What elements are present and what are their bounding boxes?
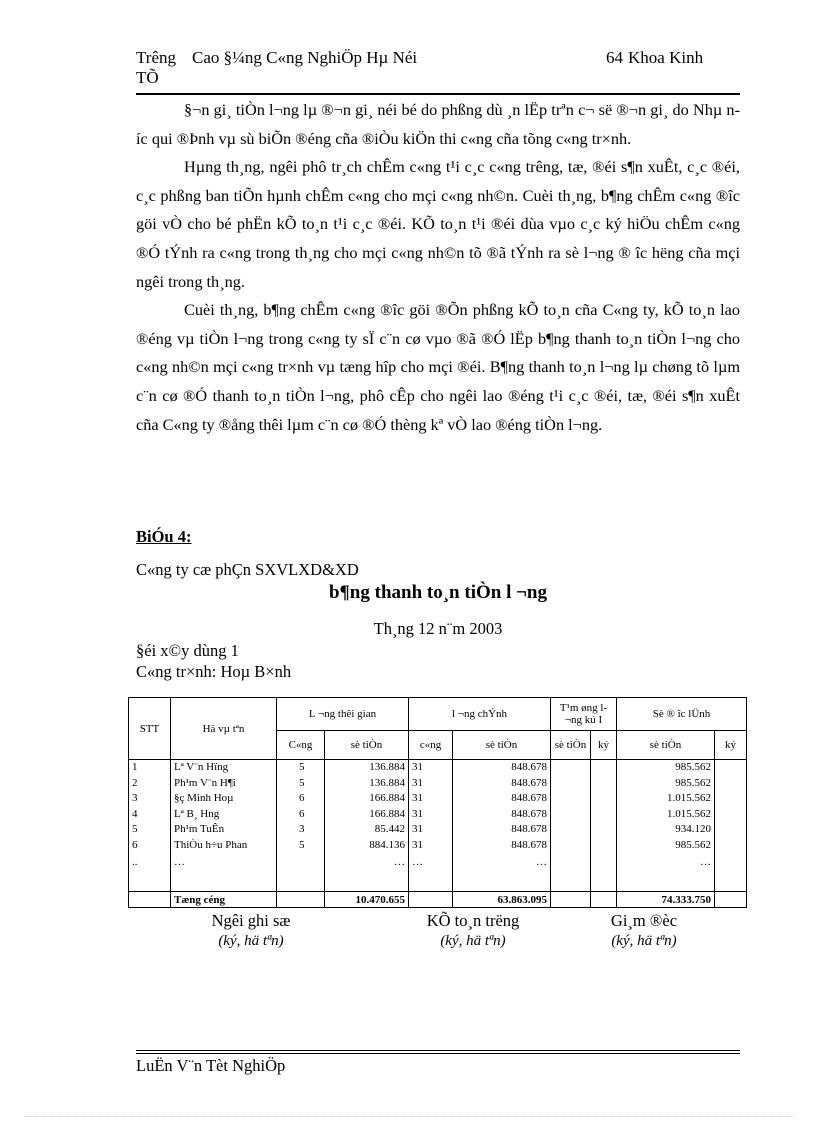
cell-tw-days <box>277 853 325 872</box>
page-footer: LuËn V¨n Tèt NghiÖp <box>136 1056 286 1075</box>
cell-mw-days: 31 <box>409 807 453 823</box>
col-received: Sè ® îc lÜnh <box>617 698 747 731</box>
cell-stt: 5 <box>129 822 171 838</box>
cell-mw-amount: 848.678 <box>453 807 551 823</box>
cell-mw-days: 31 <box>409 776 453 792</box>
cell-adv-sign <box>591 838 617 854</box>
header-faculty: Khoa Kinh <box>628 48 704 67</box>
cell-sign <box>715 776 747 792</box>
col-workdays: C«ng <box>277 731 325 760</box>
header-left: Trêng TÕ <box>136 48 176 87</box>
cell-stt: 6 <box>129 838 171 854</box>
cell-mw-amount: 848.678 <box>453 838 551 854</box>
col-amount: sè tiÒn <box>325 731 409 760</box>
cell-tw-days: 5 <box>277 760 325 776</box>
cell-adv-sign <box>591 822 617 838</box>
period: Th¸ng 12 n¨m 2003 <box>373 619 503 638</box>
cell-name: Ph¹m V¨n H¶i <box>171 776 277 792</box>
col-advance-sign: ký <box>591 731 617 760</box>
project-name: C«ng tr×nh: Hoµ B×nh <box>136 662 292 681</box>
total-label: Tæng céng <box>171 892 277 908</box>
cell-received: 985.562 <box>617 838 715 854</box>
company-name: C«ng ty cæ phÇn SXVLXD&XD <box>136 560 359 579</box>
cell-mw-amount: 848.678 <box>453 791 551 807</box>
cell-stt: 2 <box>129 776 171 792</box>
cell-stt: 1 <box>129 760 171 776</box>
cell-mw-amount: 848.678 <box>453 760 551 776</box>
cell-mw-days: 31 <box>409 822 453 838</box>
signature-director <box>574 911 714 950</box>
cell-sign <box>715 838 747 854</box>
table-row <box>129 838 747 854</box>
table-row <box>129 807 747 823</box>
cell-adv <box>551 807 591 823</box>
signature-title: KÕ to¸n trëng <box>426 911 520 930</box>
cell-tw-amount: 85.442 <box>325 822 409 838</box>
cell-mw-days: 31 <box>409 791 453 807</box>
signature-bookkeeper <box>176 911 326 950</box>
page-header <box>136 48 740 92</box>
cell-adv <box>551 791 591 807</box>
header-school: Cao §¼ng C«ng NghiÖp Hµ Néi <box>192 48 418 67</box>
col-amount-2: sè tiÒn <box>453 731 551 760</box>
table-title: b¶ng thanh to¸n tiÒn l ¬ng <box>328 582 548 603</box>
cell-adv-sign <box>591 791 617 807</box>
cell-adv <box>551 853 591 872</box>
cell-name: Ph¹m TuÊn <box>171 822 277 838</box>
cell-name: Lª B¸ Hng <box>171 807 277 823</box>
col-received-amount: sè tiÒn <box>617 731 715 760</box>
cell-sign <box>715 807 747 823</box>
table-row <box>129 853 747 872</box>
cell-received: 985.562 <box>617 776 715 792</box>
cell-tw-amount: 166.884 <box>325 791 409 807</box>
total-stt <box>129 892 171 908</box>
cell-mw-days: 31 <box>409 838 453 854</box>
col-received-sign: ký <box>715 731 747 760</box>
col-advance: T¹m øng l¬ng kú I <box>551 698 617 731</box>
table-row <box>129 791 747 807</box>
cell-adv-sign <box>591 760 617 776</box>
paragraph-3: Cuèi th¸ng, b¶ng chÊm c«ng ®îc göi ®Õn phßng kÕ to¸n cña C«ng ty, kÕ to¸n lao ®éng vµ tiÒn l¬ng trong c«ng ty sÏ c¨n cø vµo ®ã ®Ó lËp b¶ng thanh to¸n tiÒn l¬ng cho c«ng nh©n mçi c«ng tr×nh vµ tæng hîp cho mçi ®éi. B¶ng thanh to¸n l¬ng lµ chøng tõ lµm c¨n cø ®Ó thanh to¸n tiÒn l¬ng, phô cÊp cho ngêi lao ®éng t¹i c¸c ®éi, tæ, ®éi s¶n xuÊt cña C«ng ty ®ång thêi lµm c¨n cø ®Ó thèng kª vÒ lao ®éng tiÒn l¬ng. <box>136 300 740 434</box>
cell-adv-sign <box>591 807 617 823</box>
cell-stt: 3 <box>129 791 171 807</box>
total-received: 74.333.750 <box>617 892 715 908</box>
col-main-wage: l ¬ng chÝnh <box>409 698 551 731</box>
cell-name: Lª V¨n Hïng <box>171 760 277 776</box>
cell-adv <box>551 776 591 792</box>
footer-rule <box>136 1050 740 1051</box>
cell-sign <box>715 760 747 776</box>
col-stt: STT <box>129 698 171 760</box>
signature-block <box>136 911 740 961</box>
cell-sign <box>715 822 747 838</box>
cell-stt: .. <box>129 853 171 872</box>
paragraph-1: §¬n gi¸ tiÒn l¬ng lµ ®¬n gi¸ néi bé do phßng dù ¸n lËp trªn c¬ së ®¬n gi¸ do Nhµ níc qui ®Þnh vµ sù biÕn ®éng cña ®iÒu kiÖn thi c«ng cña tõng c«ng tr×nh. <box>136 100 740 148</box>
total-main-wage: 63.863.095 <box>453 892 551 908</box>
col-time-wage: L ¬ng thêi gian <box>277 698 409 731</box>
cell-tw-amount: 884.136 <box>325 838 409 854</box>
body-text <box>136 96 740 439</box>
cell-tw-amount: 166.884 <box>325 807 409 823</box>
cell-tw-amount: 136.884 <box>325 760 409 776</box>
footer-rule <box>136 1053 740 1054</box>
cell-tw-amount: … <box>325 853 409 872</box>
cell-mw-amount: 848.678 <box>453 822 551 838</box>
cell-name: … <box>171 853 277 872</box>
cell-mw-amount: 848.678 <box>453 776 551 792</box>
cell-tw-days: 6 <box>277 807 325 823</box>
col-advance-amount: sè tiÒn <box>551 731 591 760</box>
header-rule <box>136 93 740 95</box>
cell-adv <box>551 838 591 854</box>
total-time-wage: 10.470.655 <box>325 892 409 908</box>
table-row <box>129 822 747 838</box>
cell-received: 985.562 <box>617 760 715 776</box>
cell-mw-days: 31 <box>409 760 453 776</box>
col-name: Hä vµ tªn <box>171 698 277 760</box>
signature-chief-accountant <box>398 911 548 950</box>
cell-sign <box>715 853 747 872</box>
header-page-number: 64 <box>606 48 623 67</box>
cell-mw-amount: … <box>453 853 551 872</box>
cell-tw-days: 5 <box>277 838 325 854</box>
signature-note: (ký, hä tªn) <box>611 933 677 949</box>
cell-stt: 4 <box>129 807 171 823</box>
cell-received: 1.015.562 <box>617 791 715 807</box>
cell-adv-sign <box>591 853 617 872</box>
cell-tw-amount: 136.884 <box>325 776 409 792</box>
signature-title: Ngêi ghi sæ <box>211 911 291 930</box>
cell-name: ThiÒu h÷u Phan <box>171 838 277 854</box>
cell-tw-days: 3 <box>277 822 325 838</box>
page-edge <box>24 1116 794 1117</box>
cell-received: 1.015.562 <box>617 807 715 823</box>
signature-note: (ký, hä tªn) <box>440 933 506 949</box>
table-row <box>129 776 747 792</box>
cell-mw-days: … <box>409 853 453 872</box>
cell-received: 934.120 <box>617 822 715 838</box>
cell-adv-sign <box>591 776 617 792</box>
table-row-empty <box>129 872 747 892</box>
exhibit-label: BiÓu 4: <box>136 527 192 546</box>
paragraph-2: Hµng th¸ng, ngêi phô tr¸ch chÊm c«ng t¹i c¸c c«ng trêng, tæ, ®éi s¶n xuÊt, c¸c ®éi, c¸c phßng ban tiÕn hµnh chÊm c«ng cho mçi c«ng nh©n. Cuèi th¸ng, b¶ng chÊm c«ng ®îc göi vÒ cho bé phËn kÕ to¸n t¹i c¸c ®éi. KÕ to¸n t¹i ®éi dùa vµo c¸c ký hiÖu chÊm c«ng ®Ó tÝnh ra c«ng trong th¸ng cho mçi c«ng nh©n tõ ®ã tÝnh ra sè l¬ng ® îc hëng cña mçi ngêi trong th¸ng. <box>136 157 740 291</box>
cell-tw-days: 5 <box>277 776 325 792</box>
team-name: §éi x©y dùng 1 <box>136 641 239 660</box>
cell-name: §ç Minh Hoµ <box>171 791 277 807</box>
signature-title: Gi¸m ®èc <box>610 911 678 930</box>
signature-note: (ký, hä tªn) <box>218 933 284 949</box>
cell-adv <box>551 822 591 838</box>
cell-adv <box>551 760 591 776</box>
col-workdays-2: c«ng <box>409 731 453 760</box>
table-row <box>129 760 747 776</box>
payroll-table <box>128 697 747 908</box>
cell-sign <box>715 791 747 807</box>
cell-tw-days: 6 <box>277 791 325 807</box>
cell-received: … <box>617 853 715 872</box>
